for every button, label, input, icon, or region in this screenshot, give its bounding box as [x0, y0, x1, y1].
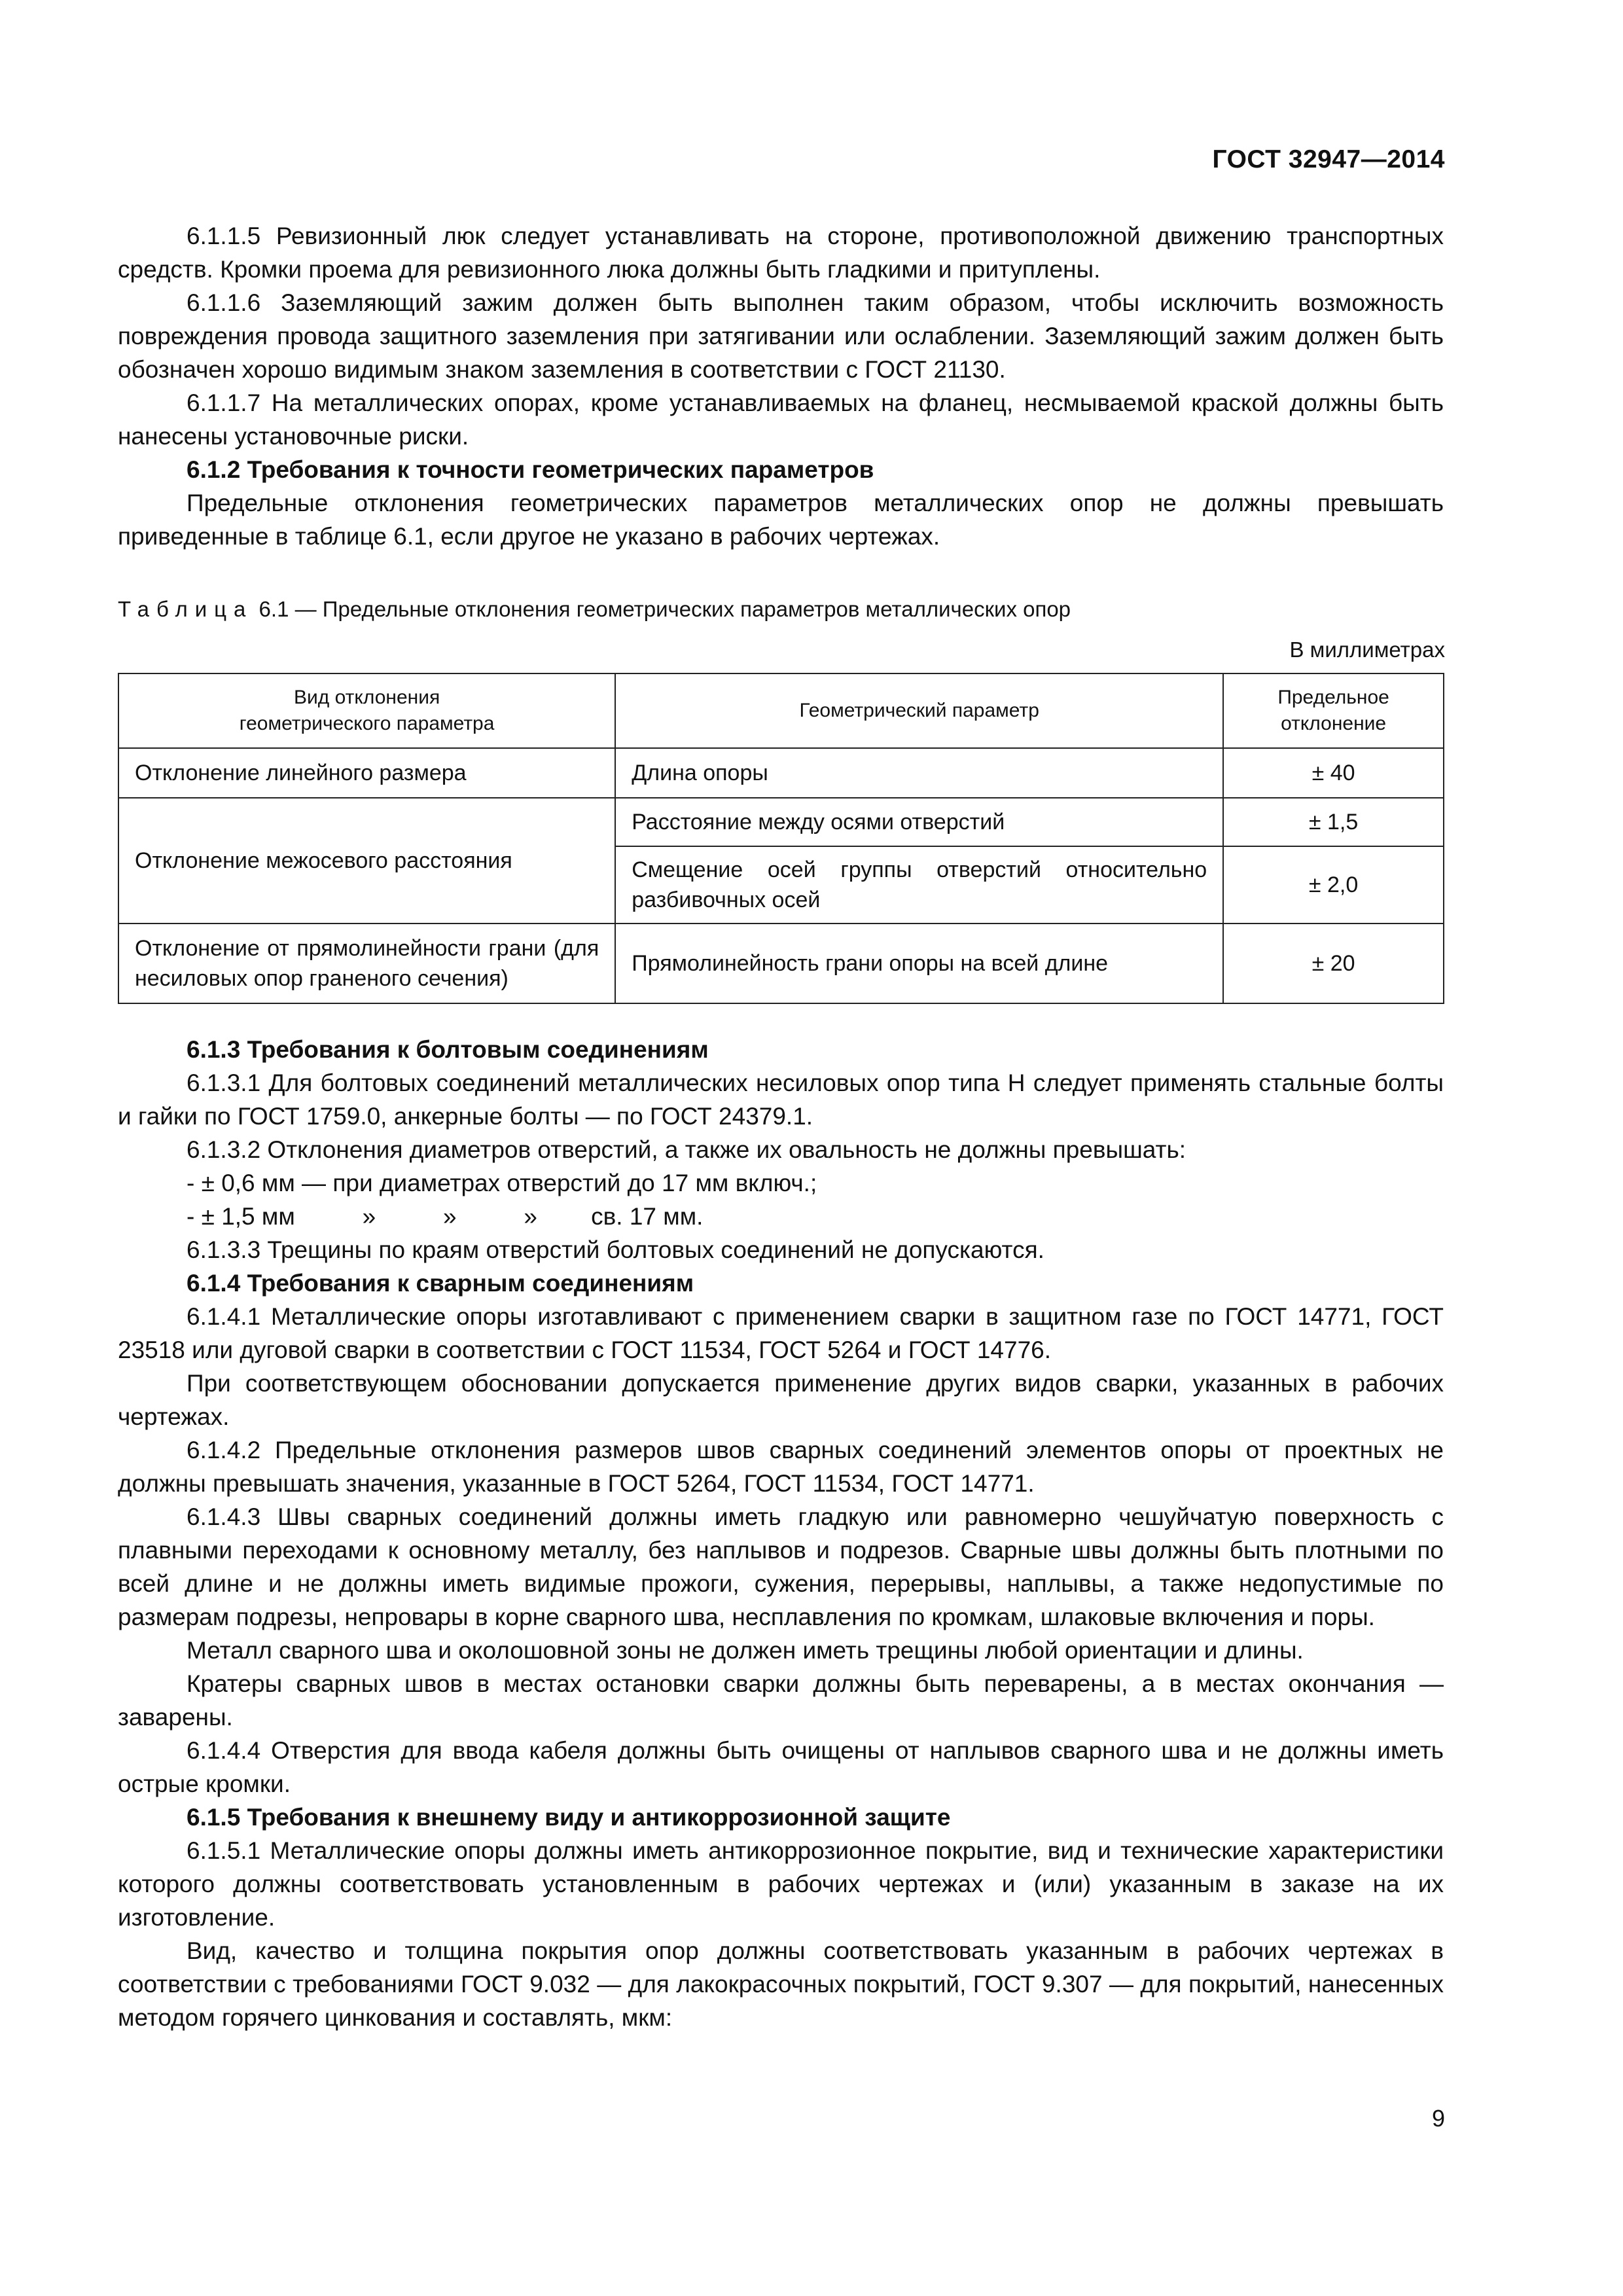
paragraph-6-1-4-3-metal: Металл сварного шва и околошовной зоны не должен иметь трещины любой ориентации и длины. — [187, 1637, 1304, 1664]
row2-dev-b: ± 2,0 — [1223, 846, 1444, 924]
paragraph-6-1-4-4: 6.1.4.4 Отверстия для ввода кабеля должны быть очищены от наплывов сварного шва и не должны иметь острые кромки. — [118, 1737, 1444, 1797]
row1-dev: ± 40 — [1223, 748, 1444, 798]
table-row — [118, 748, 1444, 798]
paragraph-6-1-5-1: 6.1.5.1 Металлические опоры должны иметь антикоррозионное покрытие, вид и технические характеристики которого должны соответствовать установленным в рабочих чертежах и (или) указанным в заказе на их изготовление. — [118, 1837, 1444, 1931]
page-number: 9 — [1431, 2105, 1445, 2132]
bottom-text-block — [118, 1033, 1444, 2034]
paragraph-6-1-4-1-note: При соответствующем обосновании допускается применение других видов сварки, указанных в рабочих чертежах. — [118, 1370, 1444, 1430]
paragraph-6-1-2: Предельные отклонения геометрических параметров металлических опор не должны превышать приведенные в таблице 6.1, если другое не указано в рабочих чертежах. — [118, 490, 1444, 550]
table-caption-text: 6.1 — Предельные отклонения геометрических параметров металлических опор — [253, 597, 1071, 621]
table-caption-prefix: Таблица — [118, 597, 253, 621]
header-deviation-type: Вид отклонения геометрического параметра — [118, 673, 615, 748]
row2-param-b: Смещение осей группы отверстий относительно разбивочных осей — [615, 846, 1223, 924]
row3-param: Прямолинейность грани опоры на всей длине — [615, 924, 1223, 1003]
paragraph-6-1-5-1-coating: Вид, качество и толщина покрытия опор должны соответствовать указанным в рабочих чертежах в соответствии с требованиями ГОСТ 9.032 — для лакокрасочных покрытий, ГОСТ 9.307 — для покрытий, нанесенных методом горячего цинкования и составлять, мкм: — [118, 1937, 1444, 2031]
table-caption — [118, 597, 1071, 622]
row3-dev: ± 20 — [1223, 924, 1444, 1003]
deviation-table — [118, 673, 1444, 1004]
table-unit: В миллиметрах — [1289, 637, 1445, 662]
heading-6-1-4: 6.1.4 Требования к сварным соединениям — [187, 1270, 694, 1297]
list-item: - ± 0,6 мм — при диаметрах отверстий до 17 мм включ.; — [187, 1170, 817, 1196]
paragraph-6-1-4-3-craters: Кратеры сварных швов в местах остановки сварки должны быть переварены, а в местах окончания — заварены. — [118, 1670, 1444, 1731]
row1-type: Отклонение линейного размера — [118, 748, 615, 798]
row2-type: Отклонение межосевого расстояния — [118, 798, 615, 924]
heading-6-1-5: 6.1.5 Требования к внешнему виду и антикоррозионной защите — [187, 1804, 951, 1831]
row2-param-a: Расстояние между осями отверстий — [615, 798, 1223, 846]
header-limit: Предельное отклонение — [1223, 673, 1444, 748]
list-item: - ± 1,5 мм » » » св. 17 мм. — [187, 1203, 704, 1230]
row2-dev-a: ± 1,5 — [1223, 798, 1444, 846]
paragraph-6-1-4-2: 6.1.4.2 Предельные отклонения размеров швов сварных соединений элементов опоры от проектных не должны превышать значения, указанные в ГОСТ 5264, ГОСТ 11534, ГОСТ 14771. — [118, 1437, 1444, 1497]
row3-type: Отклонение от прямолинейности грани (для несиловых опор граненого сечения) — [118, 924, 615, 1003]
heading-6-1-3: 6.1.3 Требования к болтовым соединениям — [187, 1036, 709, 1063]
table-header-row — [118, 673, 1444, 748]
paragraph-6-1-4-1: 6.1.4.1 Металлические опоры изготавливают с применением сварки в защитном газе по ГОСТ 14771, ГОСТ 23518 или дуговой сварки в соответствии с ГОСТ 11534, ГОСТ 5264 и ГОСТ 14776. — [118, 1303, 1444, 1363]
paragraph-6-1-1-6: 6.1.1.6 Заземляющий зажим должен быть выполнен таким образом, чтобы исключить возможность повреждения провода защитного заземления при затягивании или ослаблении. Заземляющий зажим должен быть обозначен хорошо видимым знаком заземления в соответствии с ГОСТ 21130. — [118, 289, 1444, 383]
paragraph-6-1-1-7: 6.1.1.7 На металлических опорах, кроме устанавливаемых на фланец, несмываемой краской должны быть нанесены установочные риски. — [118, 389, 1444, 450]
row1-param: Длина опоры — [615, 748, 1223, 798]
paragraph-6-1-3-1: 6.1.3.1 Для болтовых соединений металлических несиловых опор типа Н следует применять стальные болты и гайки по ГОСТ 1759.0, анкерные болты — по ГОСТ 24379.1. — [118, 1069, 1444, 1130]
paragraph-6-1-1-5: 6.1.1.5 Ревизионный люк следует устанавливать на стороне, противоположной движению транспортных средств. Кромки проема для ревизионного люка должны быть гладкими и притуплены. — [118, 223, 1444, 283]
paragraph-6-1-3-3: 6.1.3.3 Трещины по краям отверстий болтовых соединений не допускаются. — [187, 1236, 1044, 1263]
paragraph-6-1-4-3: 6.1.4.3 Швы сварных соединений должны иметь гладкую или равномерно чешуйчатую поверхность с плавными переходами к основному металлу, без наплывов и подрезов. Сварные швы должны быть плотными по всей длине и не должны иметь видимые прожоги, сужения, перерывы, наплывы, а также недопустимые по размерам подрезы, непровары в корне сварного шва, несплавления по кромкам, шлаковые включения и поры. — [118, 1503, 1444, 1630]
top-text-block — [118, 219, 1444, 553]
heading-6-1-2: 6.1.2 Требования к точности геометрических параметров — [187, 456, 874, 483]
table-row — [118, 924, 1444, 1003]
header-parameter: Геометрический параметр — [615, 673, 1223, 748]
table-row — [118, 798, 1444, 846]
document-designation: ГОСТ 32947—2014 — [1212, 145, 1445, 173]
paragraph-6-1-3-2: 6.1.3.2 Отклонения диаметров отверстий, а также их овальность не должны превышать: — [187, 1136, 1186, 1163]
